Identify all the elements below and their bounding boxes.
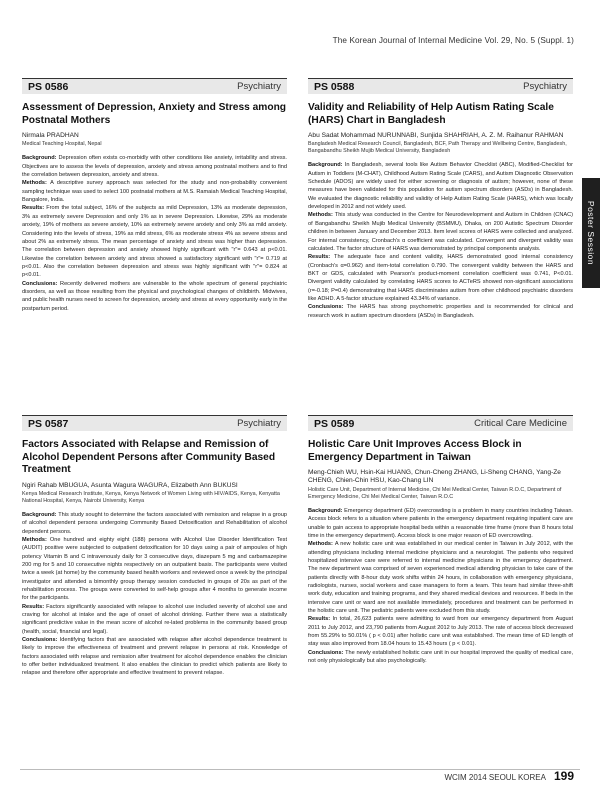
abstract-ps0588: [308, 78, 573, 320]
abstract-methods: A new holistic care unit was established in our medical center in Taiwan in July 2012, with the attending physicians including internal medicine physicians and a neurologist. The patients who required hospitalized intensive care were referred to internal medicine physicians in the emergency department. The new department was comprised of seven experienced medical attending physician to take care of the patients directly with 8-hour duty work shifts within 24 hours, in collaboration with emergency physicians, radiologists, nurses, social workers and case managers to form a team. This team had similar three-shift work duty, education and training programs, and they shared medical devices and resources. If beds in the intensive care unit or ward are not available immediately, procedures and treatment can be performed in the holistic care unit. The pediatric patients were excluded from this study.: [308, 541, 573, 614]
poster-session-tab: [582, 178, 600, 288]
abstract-affiliation: Bangladesh Medical Research Council, Bangladesh, BCF, Path Therapy and Wellbeing Centre, Bangladesh, Bangabandhu Sheikh Mujib Medical University, Bangladesh: [308, 141, 567, 155]
abstract-background: Emergency department (ED) overcrowding is a problem in many countries including Taiwan. Access block refers to a situation where patients in the emergency department requiring inpatient care are unable to gain access to appropriate hospital beds within a reasonable time frame (more than 8 hours total time in the emergency department). Access block is one major reason of ED overcrowding.: [308, 507, 573, 539]
journal-header: The Korean Journal of Internal Medicine Vol. 29, No. 5 (Suppl. 1): [332, 36, 574, 45]
abstract-section: Critical Care Medicine: [474, 418, 567, 429]
abstract-id: PS 0587: [28, 417, 69, 430]
abstract-methods: A descriptive survey approach was selected for the study and non-probability convenient sampling technique was used to select 100 postnatal mothers at M.S. Ramaiah Medical Teaching Hospital, Bangalore, India.: [22, 180, 287, 204]
abstract-section: Psychiatry: [523, 81, 567, 92]
abstract-results: The adequate face and content validity, HARS demonstrated good internal consistency (Cronbach's α=0.962) and item-total correlation 0.790. The convergent validity between the HARS and BKT or GDS, calculated with Pearson's product-moment correlation coefficient was 0.741, P<0.01. Divergent validity calculated by correlating HARS scores to ACTeRS showed non-significant associations (r=-0.18; P=0.4) demonstrating that HARS discriminates autism from other childhood psychiatric disorders like ADHD. A 5-factor structure explained 43.34% of variance.: [308, 254, 574, 302]
abstract-title: Factors Associated with Relapse and Remission of Alcohol Dependent Persons after Community Based Treatment: [22, 439, 276, 475]
abstract-section: Psychiatry: [237, 418, 281, 429]
abstract-body: Background: This study sought to determine the factors associated with remission and relapse in a group of alcohol dependent persons undergoing Community Based Detoxification and Rehabilitation of alcohol dependent persons. Methods: One hundred and eighty eight (188) persons with Alcohol Use Disorder Identification Test (AUDIT) positive were subjected to outpatient detoxification for 10 days using a pair of ampoules of high potency Vitamin B and C intravenously daily for 3 consecutive days, diazepam 5 mg and carbamazepine 200 mg for 5 and 10 consecutive nights respectively on an outpatient basis. The participants were visited twice a week (at home) by the community based health workers and reviewed once a week by the principal investigator and attended a bimonthly group therapy session conducted in groups of 20s as part of the rehabilitation process. The groups were converted to self-help groups after 4 months to generate income for the participants. Results: Factors significantly associated with relapse to alcohol use included severity of alcohol use and craving for alcohol at intake and the age of onset of alcohol drinking. Further there was a statistically significant predictive value in the mean score of alcohol re-lated problems in the community based group (health, social, financial and legal). Conclusions: Identifying factors that are associated with relapse after alcohol dependence treatment is likely to improve the effectiveness of treatment and prevent relapse in persons at risk. Knowledge of factors associated with relapse and remission after treatment for alcohol dependence enables the clinician to offer better individualized treatment. It also enables the clinician to predict which patients are likely to relapse and therefore offer appropriate and effective treatment to prevent relapse.: [22, 511, 288, 677]
abstract-header: [308, 415, 573, 431]
abstract-authors: Ngiri Rahab MBUGUA, Asunta Wagura WAGURA, Elizabeth Ann BUKUSI: [22, 481, 238, 489]
abstract-id: PS 0586: [28, 80, 69, 93]
abstract-body: Background: In Bangladesh, several tools like Autism Behavior Checklist (ABC), Modified-Checklist for Autism in Toddlers (M-CHAT), Childhood Autism Rating Scale (CARS), and Autism Diagnostic Observation Schedule (ADOS) are widely used for either screening or diagnosis of autism; however, none of these measures have been validated for this population for autism spectrum disorders (ASDs) in Bangladesh. We evaluated the diagnostic reliability and validity of Help Autism Rating Scale (HARS), which was locally developed in 2012 and not widely used. Methods: This study was conducted in the Centre for Neurodevelopment and Autism in Children (CNAC) of Bangabandhu Sheikh Mujib Medical University (BSMMU), Dhaka, on 200 Autistic Spectrum Disorder children in between January and December 2013. Item level scores of HARS were collected and analyzed. For internal consistency, Cronbach's α coefficient was calculated. Convergent and divergent validity was calculated. The factor structure of HARS was demonstrated by principal components analysis. Results: The adequate face and content validity, HARS demonstrated good internal consistency (Cronbach's α=0.962) and item-total correlation 0.790. The convergent validity between the HARS and BKT or GDS, calculated with Pearson's product-moment correlation coefficient was 0.741, P<0.01. Divergent validity calculated by correlating HARS scores to ACTeRS showed non-significant associations (r=-0.18; P=0.4) demonstrating that HARS discriminates autism from other childhood psychiatric disorders like ADHD. A 5-factor structure explained 43.34% of variance. Conclusions: The HARS has strong psychometric properties and is recommended for clinical and research work in autism spectrum disorders (ASDs) in Bangladesh.: [308, 162, 574, 319]
abstract-conclusions: The HARS has strong psychometric properties and is recommended for clinical and research work in autism spectrum disorders (ASDs) in Bangladesh.: [308, 304, 573, 319]
abstract-header: [22, 415, 287, 431]
abstract-authors: Meng-Chieh WU, Hsin-Kai HUANG, Chun-Cheng ZHANG, Li-Sheng CHANG, Yang-Ze CHENG, Chien-Chin HSU, Kao-Chang LIN: [308, 469, 561, 485]
abstract-authors: Nirmala PRADHAN: [22, 132, 79, 139]
abstract-methods: This study was conducted in the Centre for Neurodevelopment and Autism in Children (CNAC) of Bangabandhu Sheikh Mujib Medical University (BSMMU), Dhaka, on 200 Autistic Spectrum Disorder children in between January and December 2013. Item level scores of HARS were collected and analyzed. For internal consistency, Cronbach's α coefficient was calculated. Convergent and divergent validity was calculated. The factor structure of HARS was demonstrated by principal components analysis.: [308, 212, 573, 252]
abstract-authors: Abu Sadat Mohammad NURUNNABI, Sunjida SHAHRIAH, A. Z. M. Raihanur RAHMAN: [308, 132, 564, 139]
abstract-background: Depression often exists co-morbidly with other conditions like anxiety, irritability and stress. Objectives are to assess the levels of depression, anxiety and stress among postnatal mothers and to find the correlation between depression, anxiety and stress.: [22, 155, 287, 179]
abstract-conclusions: The newly established holistic care unit in our hospital improved the quality of medical care, not only physiologically but also psychologically.: [308, 649, 574, 664]
abstract-results: In total, 26,623 patients were admitting to ward from our emergency department from August 2011 to July 2012, and 23,790 patients from August 2012 to July 2013. The rate of access block decreased from 55.29% to 50.01% ( p < 0.01) after holistic care unit was established. The mean time of ED length of stay was also improved from 18.04 hours to 15.43 hours ( p < 0.01).: [308, 616, 574, 648]
abstract-conclusions: Identifying factors that are associated with relapse after alcohol dependence treatment is likely to improve the effectiveness of treatment and prevent relapse in persons at risk. Knowledge of factors associated with relapse and remission after treatment for alcohol dependence enables the clinician to offer better individualized treatment. It also enables the clinician to predict which patients are likely to relapse and therefore offer appropriate and effective treatment to prevent relapse.: [22, 637, 287, 677]
abstract-header: [22, 78, 287, 94]
abstract-body: Background: Depression often exists co-morbidly with other conditions like anxiety, irritability and stress. Objectives are to assess the levels of depression, anxiety and stress among postnatal mothers and to find the correlation between depression, anxiety and stress. Methods: A descriptive survey approach was selected for the study and non-probability convenient sampling technique was used to select 100 postnatal mothers at M.S. Ramaiah Medical Teaching Hospital, Bangalore, India. Results: From the total subject, 16% of the subjects as mild Depression, 13% as moderate depression, 3% as extremely severe Depression and only 1% as in severe Depression. Likewise, 29% as moderate anxiety, 19% of mothers as severe anxiety, 10% as extremely severe anxiety and only 3% as mild anxiety. Considering into the levels of stress, 19% as mild stress, 6% as moderate stress 4% as severe stress and about 2% as extremely stress. The mean percentage of anxiety and stress was higher than depression. The correlation between depression and anxiety showed highly significant with "r"= 0.643 at p<0.01. Likewise the correlation between anxiety and stress showed a satisfactory significant with "r"= 0.719 at p<0.01. Also the correlation between depression and stress was highly significant with "r"= 0.824 at p<0.01. Conclusions: Recently delivered mothers are vulnerable to the whole spectrum of general psychiatric disorders, as well as those resulting from the physical and psychological changes of childbirth. Midwives, and public health nurses need to screen for depression, anxiety and stress at every opportunity early in the postpartum period.: [22, 155, 288, 312]
abstract-results: Factors significantly associated with relapse to alcohol use included severity of alcohol use and craving for alcohol at intake and the age of onset of alcohol drinking. Further there was a statistically significant predictive value in the mean score of alcohol re-lated problems in the community based group (health, social, financial and legal).: [22, 603, 287, 635]
abstract-affiliation: Kenya Medical Research Institute, Kenya, Kenya Network of Women Living with HIV/AIDS, Kenya, Kenyatta National Hospital, Kenya, Nairobi University, Kenya: [22, 490, 280, 504]
abstract-affiliation: Holistic Care Unit, Department of Internal Medicine, Chi Mei Medical Center, Taiwan R.O.C, Department of Emergency Medicine, Chi Mei Medical Center, Taiwan R.O.C: [308, 486, 562, 500]
abstract-title: Validity and Reliability of Help Autism Rating Scale (HARS) Chart in Bangladesh: [308, 102, 554, 126]
abstract-title: Assessment of Depression, Anxiety and Stress among Postnatal Mothers: [22, 102, 287, 126]
abstract-background: This study sought to determine the factors associated with remission and relapse in a group of alcohol dependent persons undergoing Community Based Detoxification and Rehabilitation of alcohol dependent persons.: [22, 511, 287, 535]
abstract-id: PS 0589: [314, 417, 355, 430]
abstract-ps0589: [308, 415, 573, 665]
abstract-section: Psychiatry: [237, 81, 281, 92]
abstract-results: From the total subject, 16% of the subjects as mild Depression, 13% as moderate depression, 3% as extremely severe Depression and only 1% as in severe Depression. Likewise, 29% as moderate anxiety, 19% of mothers as severe anxiety, 10% as extremely severe anxiety and only 3% as mild anxiety. Considering into the levels of stress, 19% as mild stress, 6% as moderate stress 4% as severe stress and about 2% as extremely stress. The mean percentage of anxiety and stress was higher than depression. The correlation between depression and anxiety showed highly significant with "r"= 0.643 at p<0.01. Likewise the correlation between anxiety and stress showed a satisfactory significant with "r"= 0.719 at p<0.01. Also the correlation between depression and stress was highly significant with "r"= 0.824 at p<0.01.: [22, 205, 287, 279]
abstract-methods: One hundred and eighty eight (188) persons with Alcohol Use Disorder Identification Test (AUDIT) positive were subjected to outpatient detoxification for 10 days using a pair of ampoules of high potency Vitamin B and C intravenously daily for 3 consecutive days, diazepam 5 mg and carbamazepine 200 mg for 5 and 10 consecutive nights respectively on an outpatient basis. The participants were visited twice a week (at home) by the community based health workers and reviewed once a week by the principal investigator and attended a bimonthly group therapy session conducted in groups of 20s as part of the rehabilitation process. The groups were converted to self-help groups after 4 months to generate income for the participants.: [22, 536, 288, 602]
abstract-header: [308, 78, 573, 94]
page-number: 199: [553, 769, 574, 783]
abstract-id: PS 0588: [314, 80, 355, 93]
abstract-conclusions: Recently delivered mothers are vulnerable to the whole spectrum of general psychiatric disorders, as well as those resulting from the physical and psychological changes of childbirth. Midwives, and public health nurses need to screen for depression, anxiety and stress at every opportunity early in the postpartum period.: [22, 280, 288, 312]
footer-conference: WCIM 2014 SEOUL KOREA: [444, 773, 546, 782]
abstract-affiliation: Medical Teaching Hospital, Nepal: [22, 141, 102, 148]
page-footer: [444, 769, 574, 783]
abstract-background: In Bangladesh, several tools like Autism Behavior Checklist (ABC), Modified-Checklist for Autism in Toddlers (M-CHAT), Childhood Autism Rating Scale (CARS), and Autism Diagnostic Observation Schedule (ADOS) are widely used for either screening or diagnosis of autism; however, none of these measures have been validated for this population for autism spectrum disorders (ASDs) in Bangladesh. We evaluated the diagnostic reliability and validity of Help Autism Rating Scale (HARS), which was locally developed in 2012 and not widely used.: [308, 162, 573, 211]
abstract-ps0587: [22, 415, 287, 678]
abstract-title: Holistic Care Unit Improves Access Block in Emergency Department in Taiwan: [308, 439, 522, 463]
poster-session-label: Poster Session: [586, 200, 596, 266]
abstract-body: Background: Emergency department (ED) overcrowding is a problem in many countries including Taiwan. Access block refers to a situation where patients in the emergency department requiring inpatient care are unable to gain access to appropriate hospital beds within a reasonable time frame (more than 8 hours total time in the emergency department). Access block is one major reason of ED overcrowding. Methods: A new holistic care unit was established in our medical center in Taiwan in July 2012, with the attending physicians including internal medicine physicians and a neurologist. The patients who required hospitalized intensive care were referred to internal medicine physicians in the emergency department. The new department was comprised of seven experienced medical attending physician to take care of the patients directly with 8-hour duty work shifts within 24 hours, in collaboration with emergency physicians, radiologists, nurses, social workers and case managers to form a team. This team had similar three-shift work duty, education and training programs, and they shared medical devices and resources. If beds in the intensive care unit or ward are not available immediately, procedures and treatment can be performed in the holistic care unit. The pediatric patients were excluded from this study. Results: In total, 26,623 patients were admitting to ward from our emergency department from August 2011 to July 2012, and 23,790 patients from August 2012 to July 2013. The rate of access block decreased from 55.29% to 50.01% ( p < 0.01) after holistic care unit was established. The mean time of ED length of stay was also improved from 18.04 hours to 15.43 hours ( p < 0.01). Conclusions: The newly established holistic care unit in our hospital improved the quality of medical care, not only physiologically but also psychologically.: [308, 507, 574, 664]
abstract-ps0586: [22, 78, 287, 313]
